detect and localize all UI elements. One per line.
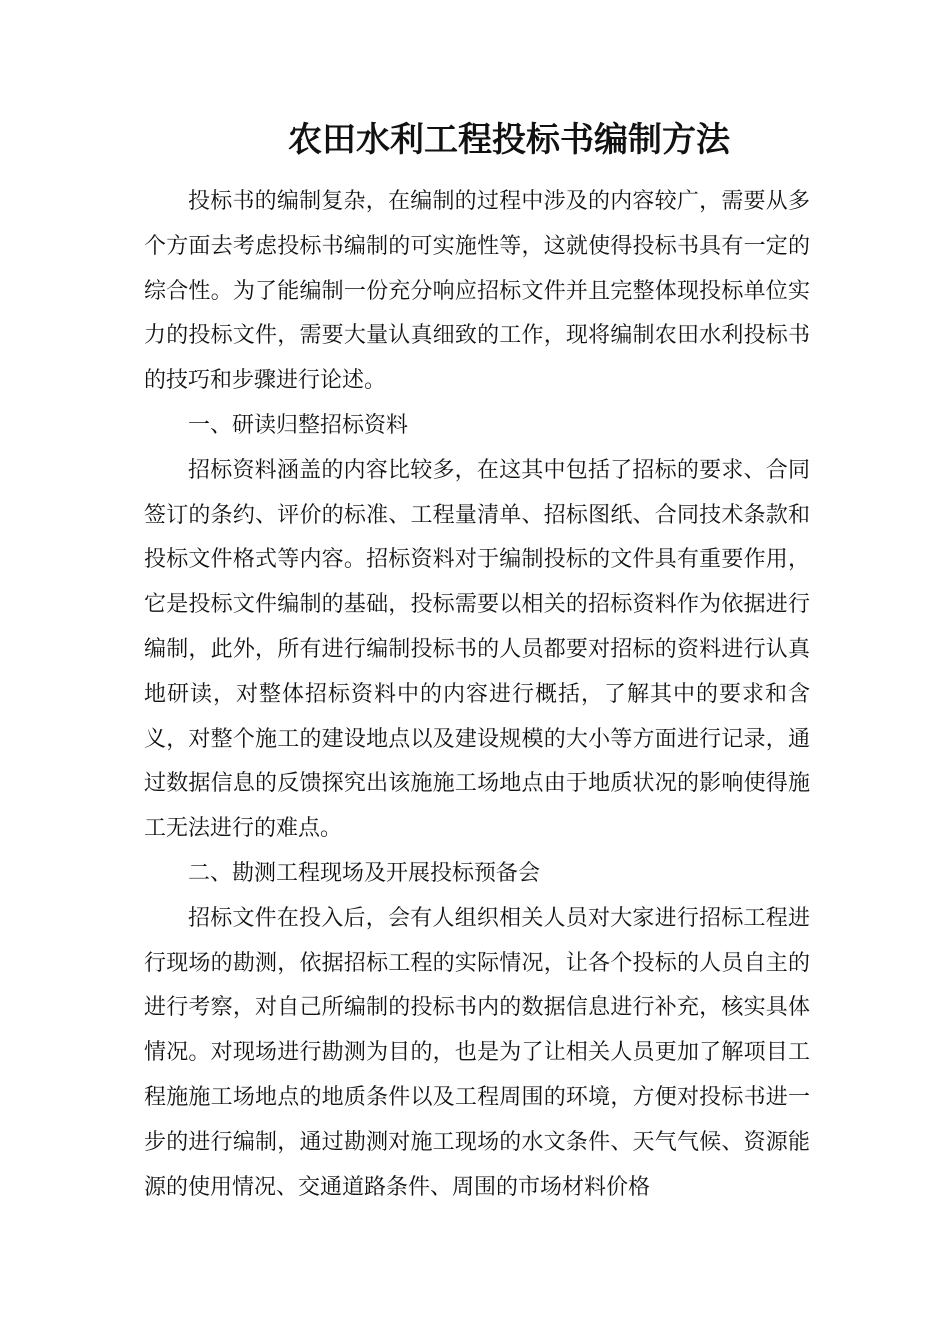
section-heading-2: 二、勘测工程现场及开展投标预备会 [188, 860, 541, 886]
section-heading-1: 一、研读归整招标资料 [188, 412, 409, 438]
body-paragraph-section-2: 招标文件在投入后，会有人组织相关人员对大家进行招标工程进行现场的勘测，依据招标工程的实际情况，让各个投标的人员自主的进行考察，对自己所编制的投标书内的数据信息进行补充，核实具体情况。对现场进行勘测为目的，也是为了让相关人员更加了解项目工程施施工场地点的地质条件以及工程周围的环境，方便对投标书进一步的进行编制，通过勘测对施工现场的水文条件、天气气候、资源能源的使用情况、交通道路条件、周围的市场材料价格 [144, 905, 810, 1200]
document-title: 农田水利工程投标书编制方法 [288, 120, 730, 160]
body-paragraph-intro: 投标书的编制复杂，在编制的过程中涉及的内容较广，需要从多个方面去考虑投标书编制的可实施性等，这就使得投标书具有一定的综合性。为了能编制一份充分响应招标文件并且完整体现投标单位实力的投标文件，需要大量认真细致的工作，现将编制农田水利投标书的技巧和步骤进行论述。 [144, 189, 810, 394]
document-body [144, 180, 810, 1210]
body-paragraph-section-1: 招标资料涵盖的内容比较多，在这其中包括了招标的要求、合同签订的条约、评价的标准、工程量清单、招标图纸、合同技术条款和投标文件格式等内容。招标资料对于编制投标的文件具有重要作用，它是投标文件编制的基础，投标需要以相关的招标资料作为依据进行编制，此外，所有进行编制投标书的人员都要对招标的资料进行认真地研读，对整体招标资料中的内容进行概括，了解其中的要求和含义，对整个施工的建设地点以及建设规模的大小等方面进行记录，通过数据信息的反馈探究出该施施工场地点由于地质状况的影响使得施工无法进行的难点。 [144, 457, 810, 842]
